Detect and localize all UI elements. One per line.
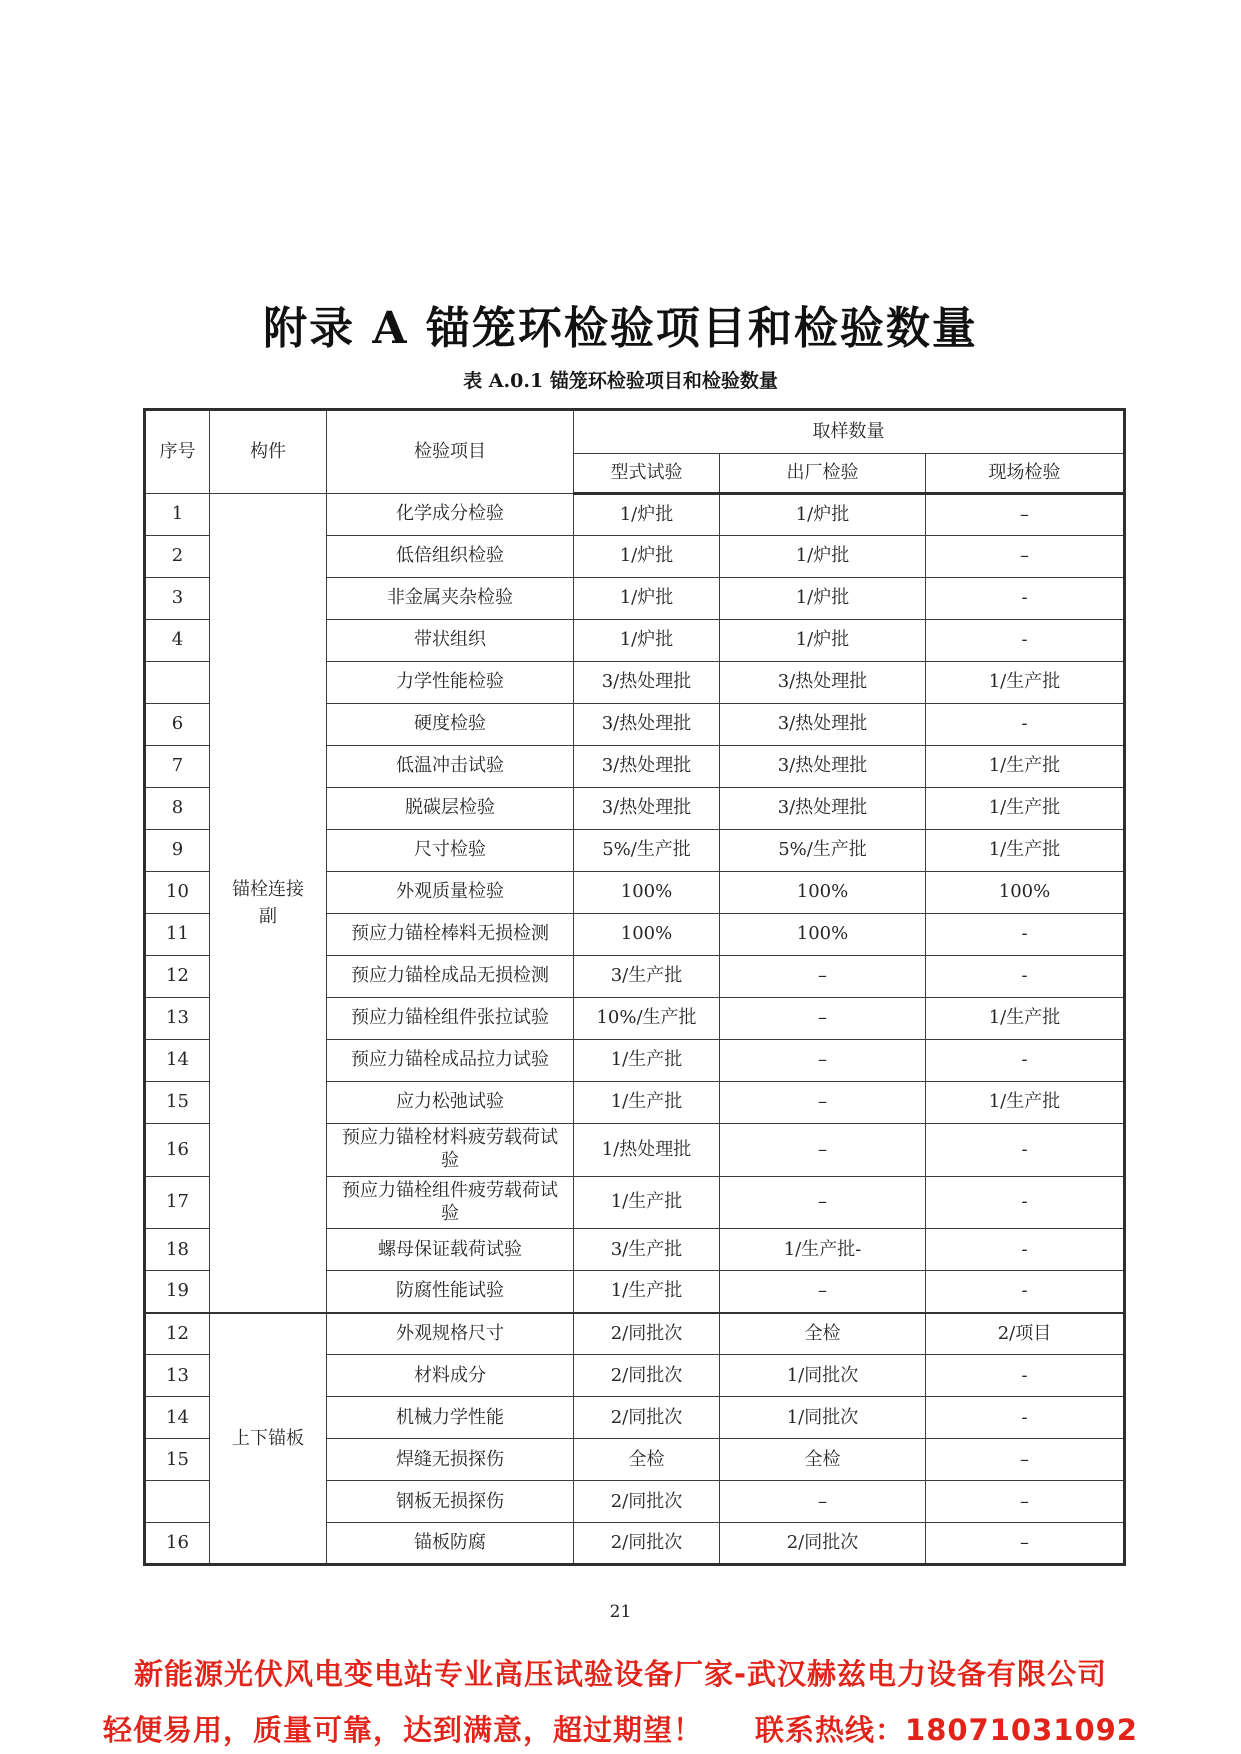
cell-item [327, 1229, 574, 1271]
cell-item [327, 620, 574, 662]
cell-site-test: 1/生产批 [926, 830, 1125, 872]
cell-item-text: 非金属夹杂检验 [387, 587, 513, 609]
cell-type-test: 2/同批次 [574, 1313, 720, 1355]
cell-serial: 13 [145, 998, 210, 1040]
cell-factory-test: 100% [720, 914, 926, 956]
table-row [145, 494, 1125, 536]
cell-factory-test: 全检 [720, 1439, 926, 1481]
cell-type-test: 1/炉批 [574, 536, 720, 578]
cell-item-text: 防腐性能试验 [396, 1280, 504, 1302]
cell-serial: 15 [145, 1439, 210, 1481]
cell-item-text: 预应力锚栓棒料无损检测 [351, 923, 549, 945]
header-item: 检验项目 [327, 410, 574, 494]
cell-serial: 7 [145, 746, 210, 788]
cell-site-test: 1/生产批 [926, 1082, 1125, 1124]
cell-serial: 19 [145, 1271, 210, 1313]
table-caption: 表 A.0.1 锚笼环检验项目和检验数量 [463, 370, 778, 392]
cell-item-text: 尺寸检验 [414, 839, 486, 861]
cell-item-text: 预应力锚栓成品拉力试验 [351, 1049, 549, 1071]
cell-item [327, 1397, 574, 1439]
cell-factory-test: – [720, 1040, 926, 1082]
cell-item-text: 外观规格尺寸 [396, 1322, 504, 1344]
cell-serial: 4 [145, 620, 210, 662]
cell-serial: 15 [145, 1082, 210, 1124]
cell-type-test: 1/生产批 [574, 1271, 720, 1313]
cell-type-test: 1/生产批 [574, 1040, 720, 1082]
cell-site-test: - [926, 1124, 1125, 1177]
cell-type-test: 100% [574, 872, 720, 914]
cell-site-test: 1/生产批 [926, 998, 1125, 1040]
cell-serial: 11 [145, 914, 210, 956]
cell-item [327, 1355, 574, 1397]
cell-item [327, 1271, 574, 1313]
cell-site-test: - [926, 914, 1125, 956]
header-factory-test: 出厂检验 [720, 454, 926, 494]
cell-type-test: 2/同批次 [574, 1523, 720, 1565]
cell-factory-test: 全检 [720, 1313, 926, 1355]
cell-serial: 3 [145, 578, 210, 620]
cell-item-text: 预应力锚栓组件张拉试验 [351, 1007, 549, 1029]
cell-item [327, 998, 574, 1040]
cell-item-text: 预应力锚栓材料疲劳载荷试验 [342, 1127, 558, 1172]
cell-type-test: 1/热处理批 [574, 1124, 720, 1177]
header-sampling: 取样数量 [574, 410, 1125, 454]
cell-item-text: 化学成分检验 [396, 503, 504, 525]
cell-serial: 2 [145, 536, 210, 578]
cell-factory-test: – [720, 956, 926, 998]
cell-type-test: 3/热处理批 [574, 788, 720, 830]
cell-serial: 16 [145, 1523, 210, 1565]
cell-site-test: – [926, 536, 1125, 578]
cell-serial: 14 [145, 1040, 210, 1082]
cell-type-test: 5%/生产批 [574, 830, 720, 872]
cell-site-test: 1/生产批 [926, 746, 1125, 788]
cell-item [327, 1313, 574, 1355]
cell-serial: 16 [145, 1124, 210, 1177]
vendor-footer-company: 新能源光伏风电变电站专业高压试验设备厂家-武汉赫兹电力设备有限公司 [133, 1657, 1108, 1691]
cell-site-test: – [926, 1481, 1125, 1523]
cell-item-text: 钢板无损探伤 [396, 1490, 504, 1512]
cell-item-text: 脱碳层检验 [405, 797, 495, 819]
cell-site-test: 2/项目 [926, 1313, 1125, 1355]
cell-item-text: 带状组织 [414, 629, 486, 651]
cell-serial: 8 [145, 788, 210, 830]
cell-serial [145, 662, 210, 704]
cell-type-test: 3/生产批 [574, 1229, 720, 1271]
cell-factory-test: – [720, 1082, 926, 1124]
cell-site-test: – [926, 1523, 1125, 1565]
cell-type-test: 1/炉批 [574, 494, 720, 536]
cell-item-text: 锚板防腐 [414, 1532, 486, 1554]
cell-serial: 1 [145, 494, 210, 536]
cell-serial: 12 [145, 1313, 210, 1355]
cell-type-test: 3/生产批 [574, 956, 720, 998]
cell-factory-test: – [720, 1124, 926, 1177]
cell-item [327, 872, 574, 914]
cell-serial [145, 1481, 210, 1523]
cell-item [327, 536, 574, 578]
cell-item [327, 662, 574, 704]
cell-serial: 14 [145, 1397, 210, 1439]
cell-item [327, 1124, 574, 1177]
cell-site-test: - [926, 956, 1125, 998]
cell-item-text: 焊缝无损探伤 [396, 1448, 504, 1470]
page-title: 附录 A 锚笼环检验项目和检验数量 [263, 303, 978, 354]
cell-item [327, 1439, 574, 1481]
cell-item [327, 746, 574, 788]
cell-serial: 13 [145, 1355, 210, 1397]
cell-item [327, 1523, 574, 1565]
header-type-test: 型式试验 [574, 454, 720, 494]
cell-type-test: 3/热处理批 [574, 662, 720, 704]
cell-site-test: - [926, 1397, 1125, 1439]
cell-type-test: 1/炉批 [574, 578, 720, 620]
cell-serial: 18 [145, 1229, 210, 1271]
cell-factory-test: 1/炉批 [720, 620, 926, 662]
cell-item [327, 956, 574, 998]
cell-factory-test: 3/热处理批 [720, 662, 926, 704]
cell-item-text: 应力松弛试验 [396, 1091, 504, 1113]
vendor-footer [0, 1652, 1241, 1749]
cell-item-text: 材料成分 [414, 1364, 486, 1386]
page-number: 21 [609, 1602, 632, 1622]
cell-item-text: 螺母保证载荷试验 [378, 1238, 522, 1260]
cell-item [327, 914, 574, 956]
cell-type-test: 2/同批次 [574, 1481, 720, 1523]
cell-item [327, 578, 574, 620]
cell-factory-test: 1/炉批 [720, 494, 926, 536]
cell-factory-test: – [720, 998, 926, 1040]
cell-item-text: 预应力锚栓成品无损检测 [351, 965, 549, 987]
cell-factory-test: – [720, 1176, 926, 1229]
cell-component [210, 494, 327, 1313]
cell-factory-test: 3/热处理批 [720, 746, 926, 788]
cell-item [327, 788, 574, 830]
cell-item [327, 1176, 574, 1229]
cell-site-test: - [926, 1355, 1125, 1397]
cell-type-test: 2/同批次 [574, 1397, 720, 1439]
cell-item-text: 外观质量检验 [396, 881, 504, 903]
cell-type-test: 2/同批次 [574, 1355, 720, 1397]
cell-type-test: 1/炉批 [574, 620, 720, 662]
cell-factory-test: 2/同批次 [720, 1523, 926, 1565]
cell-factory-test: – [720, 1271, 926, 1313]
cell-site-test: - [926, 620, 1125, 662]
cell-site-test: - [926, 1229, 1125, 1271]
cell-item-text: 机械力学性能 [396, 1406, 504, 1428]
cell-site-test: 100% [926, 872, 1125, 914]
cell-site-test: - [926, 578, 1125, 620]
cell-item-text: 预应力锚栓组件疲劳载荷试验 [342, 1179, 558, 1225]
cell-site-test: - [926, 1040, 1125, 1082]
table-header [145, 410, 1125, 494]
cell-site-test: 1/生产批 [926, 662, 1125, 704]
vendor-slogan-text: 轻便易用，质量可靠，达到满意，超过期望！ [103, 1713, 704, 1747]
cell-item [327, 704, 574, 746]
cell-item-text: 低倍组织检验 [396, 545, 504, 567]
cell-component-text: 上下锚板 [232, 1428, 304, 1450]
cell-factory-test: 100% [720, 872, 926, 914]
cell-factory-test: 1/炉批 [720, 536, 926, 578]
cell-site-test: 1/生产批 [926, 788, 1125, 830]
cell-item [327, 830, 574, 872]
header-serial: 序号 [145, 410, 210, 494]
cell-factory-test: 3/热处理批 [720, 704, 926, 746]
cell-site-test: – [926, 494, 1125, 536]
cell-component-text: 锚栓连接副 [232, 878, 304, 927]
cell-site-test: - [926, 1271, 1125, 1313]
cell-item-text: 低温冲击试验 [396, 755, 504, 777]
header-row-top [145, 410, 1125, 454]
cell-item-text: 硬度检验 [414, 713, 486, 735]
cell-component [210, 1313, 327, 1565]
cell-factory-test: 3/热处理批 [720, 788, 926, 830]
cell-type-test: 全检 [574, 1439, 720, 1481]
cell-item [327, 1082, 574, 1124]
cell-item-text: 力学性能检验 [396, 671, 504, 693]
cell-site-test: - [926, 1176, 1125, 1229]
cell-serial: 9 [145, 830, 210, 872]
cell-item [327, 1040, 574, 1082]
cell-factory-test: 1/生产批- [720, 1229, 926, 1271]
cell-factory-test: 1/同批次 [720, 1397, 926, 1439]
cell-type-test: 10%/生产批 [574, 998, 720, 1040]
cell-factory-test: – [720, 1481, 926, 1523]
cell-item [327, 494, 574, 536]
cell-item [327, 1481, 574, 1523]
cell-type-test: 3/热处理批 [574, 746, 720, 788]
cell-factory-test: 5%/生产批 [720, 830, 926, 872]
cell-site-test: - [926, 704, 1125, 746]
cell-type-test: 3/热处理批 [574, 704, 720, 746]
cell-factory-test: 1/炉批 [720, 578, 926, 620]
cell-type-test: 1/生产批 [574, 1082, 720, 1124]
cell-type-test: 100% [574, 914, 720, 956]
cell-serial: 17 [145, 1176, 210, 1229]
cell-type-test: 1/生产批 [574, 1176, 720, 1229]
cell-serial: 10 [145, 872, 210, 914]
table-body [145, 494, 1125, 1565]
header-component: 构件 [210, 410, 327, 494]
cell-serial: 12 [145, 956, 210, 998]
table-row [145, 1313, 1125, 1355]
header-site-test: 现场检验 [926, 454, 1125, 494]
vendor-footer-slogan [0, 1708, 1241, 1749]
cell-serial: 6 [145, 704, 210, 746]
vendor-hotline: 联系热线：18071031092 [755, 1713, 1138, 1747]
cell-site-test: – [926, 1439, 1125, 1481]
inspection-table [143, 408, 1126, 1566]
cell-factory-test: 1/同批次 [720, 1355, 926, 1397]
